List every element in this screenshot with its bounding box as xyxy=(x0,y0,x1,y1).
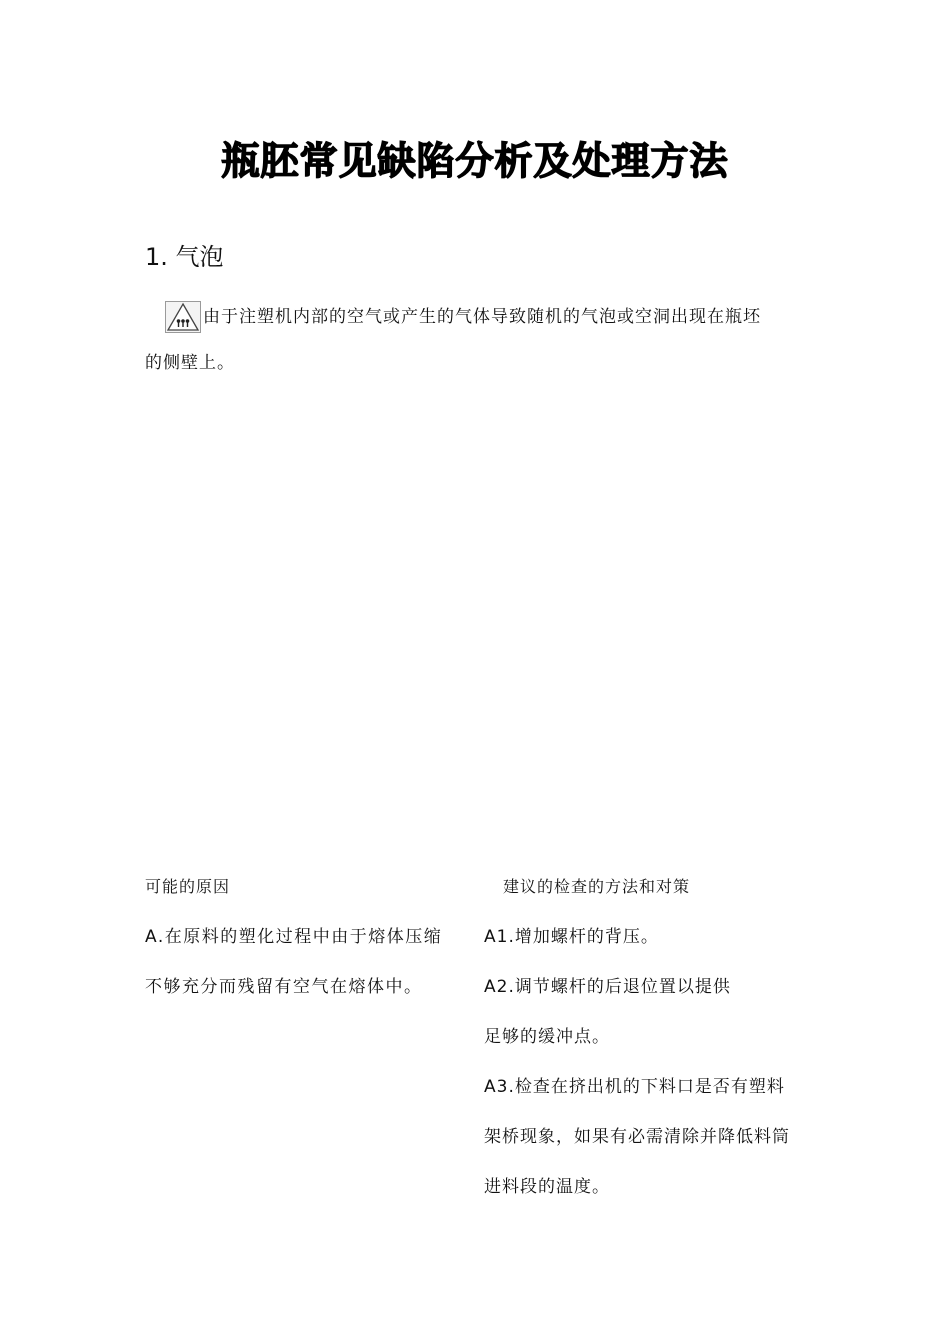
measure-line: 足够的缓冲点。 xyxy=(484,1027,610,1047)
measure-line: A3.检查在挤出机的下料口是否有塑料 xyxy=(484,1077,785,1097)
causes-header: 可能的原因 xyxy=(145,877,231,896)
measure-line: A2.调节螺杆的后退位置以提供 xyxy=(484,977,731,997)
causes-column xyxy=(145,917,475,1017)
measure-line: A1.增加螺杆的背压。 xyxy=(484,927,659,947)
section-description xyxy=(145,294,815,386)
description-text-2: 的侧壁上。 xyxy=(145,353,235,373)
description-line-1 xyxy=(145,294,815,340)
measure-line: 架桥现象，如果有必需清除并降低料筒 xyxy=(484,1127,790,1147)
measure-line: 进料段的温度。 xyxy=(484,1177,610,1197)
measures-header: 建议的检查的方法和对策 xyxy=(503,877,691,896)
cause-line: A.在原料的塑化过程中由于熔体压缩 xyxy=(145,927,443,947)
measures-column xyxy=(484,917,824,1217)
warning-triangle-icon xyxy=(165,301,201,333)
description-text-1: 由于注塑机内部的空气或产生的气体导致随机的气泡或空洞出现在瓶坯 xyxy=(203,307,761,327)
cause-line: 不够充分而残留有空气在熔体中。 xyxy=(145,977,423,997)
section-heading: 1. 气泡 xyxy=(145,243,224,271)
page-title: 瓶胚常见缺陷分析及处理方法 xyxy=(221,139,729,183)
